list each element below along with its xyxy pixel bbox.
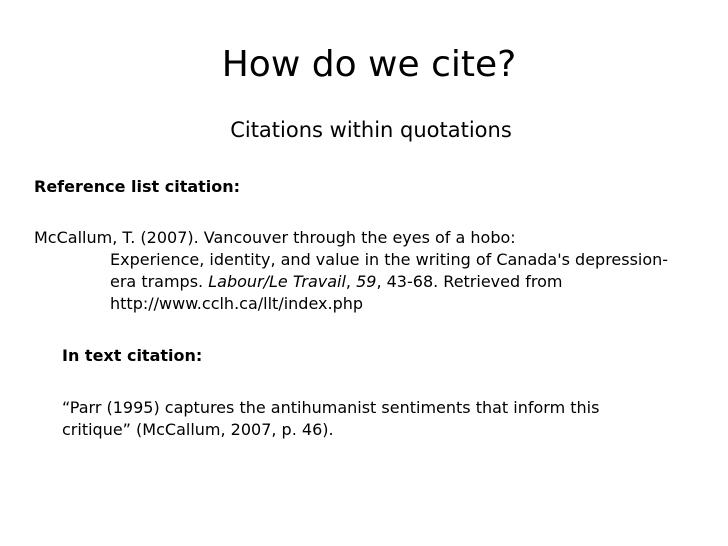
reference-line-3-post: , 43-68. Retrieved from bbox=[376, 272, 563, 291]
quote-line-2: critique” (McCallum, 2007, p. 46). bbox=[62, 420, 334, 439]
journal-title: Labour/Le Travail bbox=[208, 272, 346, 291]
slide-title: How do we cite? bbox=[221, 44, 517, 85]
reference-list-label: Reference list citation: bbox=[34, 177, 241, 196]
reference-line-2: Experience, identity, and value in the writing of Canada's depression- bbox=[110, 250, 669, 269]
reference-line-3-pre: era tramps. bbox=[110, 272, 209, 291]
reference-citation bbox=[34, 227, 668, 315]
journal-volume: 59 bbox=[356, 272, 377, 291]
slide-subtitle: Citations within quotations bbox=[230, 118, 512, 142]
in-text-label: In text citation: bbox=[62, 346, 203, 365]
reference-line-3 bbox=[34, 271, 668, 293]
reference-url: http://www.cclh.ca/llt/index.php bbox=[110, 294, 364, 313]
reference-sep: , bbox=[345, 272, 357, 291]
in-text-quote bbox=[62, 397, 599, 441]
reference-line-1: McCallum, T. (2007). Vancouver through the eyes of a hobo: bbox=[34, 228, 516, 247]
quote-line-1: “Parr (1995) captures the antihumanist sentiments that inform this bbox=[62, 398, 600, 417]
